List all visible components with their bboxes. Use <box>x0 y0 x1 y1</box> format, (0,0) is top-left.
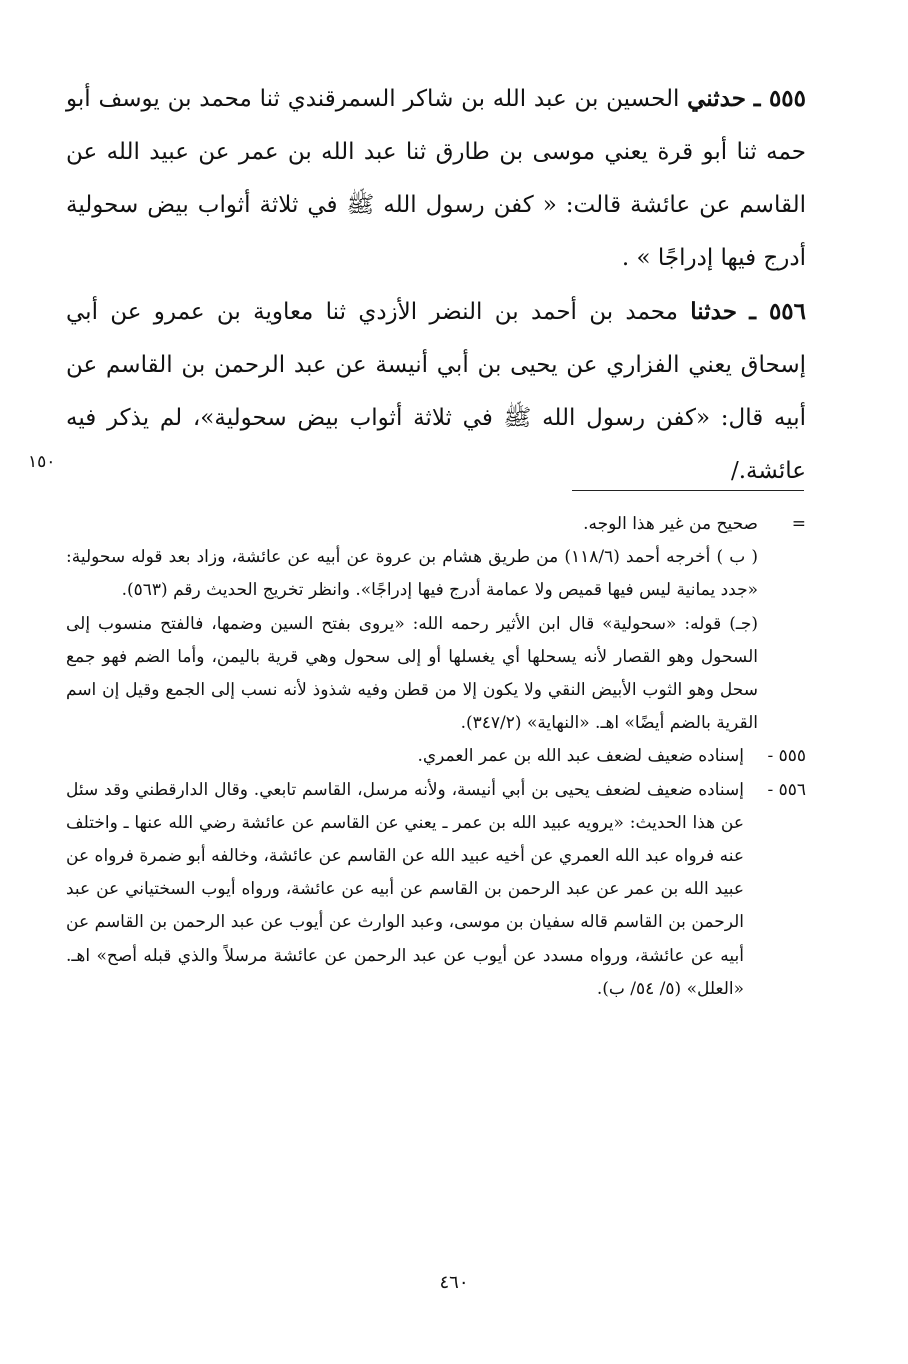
footnote-555-text: إسناده ضعيف لضعف عبد الله بن عمر العمري. <box>417 746 744 767</box>
footnote-continuation-text: صحيح من غير هذا الوجه. <box>583 514 758 534</box>
footnote-continuation-mark: = <box>791 514 806 534</box>
footnote-556-mark: ٥٥٦ - <box>767 779 806 800</box>
hadith-555-keyword: حدثني <box>687 85 746 112</box>
hadith-556-keyword: حدثنا <box>690 298 737 325</box>
footnote-j: (جـ) قوله: «سحولية» قال ابن الأثير رحمه الله: «يروى بفتح السين وضمها، فالفتح منسوب إلى السحول وهو القصار لأنه يسحلها أي يغسلها أو إلى سحول وهي قرية باليمن، وأما الضم فهو جمع سحل وهو الثوب الأبيض النقي ولا يكون إلا من قطن وفيه شذوذ لأنه نسب إلى الجمع وقيل إن اسم القرية بالضم أيضًا» اهـ. «النهاية» (٣٤٧/٢). <box>66 613 758 734</box>
footnotes-block <box>66 508 806 1006</box>
footnote-divider <box>572 490 804 491</box>
footnote-continuation <box>66 508 806 740</box>
page-number: ٤٦٠ <box>439 1272 469 1293</box>
footnote-556-text: إسناده ضعيف لضعف يحيى بن أبي أنيسة، ولأنه مرسل، القاسم تابعي. وقال الدارقطني وقد سئل عن هذا الحديث: «يرويه عبيد الله بن عمر ـ يعني عن القاسم عن عائشة رضي الله عنها ـ واختلف عنه فرواه عبد الله العمري عن أخيه عبيد الله عن القاسم عن عائشة، وخالفه أبو ضمرة فرواه عن عبيد الله بن عمر عن عبد الرحمن بن القاسم عن أبيه عن عائشة، ورواه أيوب السختياني عن عبد الرحمن بن القاسم قاله سفيان بن موسى، وعبد الوارث عن أيوب عن عبد الرحمن بن القاسم عن أبيه عن عائشة، ورواه مسدد عن أيوب عن عبد الرحمن عن عائشة مرسلاً والذي قبله أصح» اهـ. «العلل» (٥/ ٥٤/ ب). <box>66 779 744 999</box>
footnote-b: ( ب ) أخرجه أحمد (١١٨/٦) من طريق هشام بن عروة عن أبيه عن عائشة، وزاد بعد قوله سحولية: «جدد يمانية ليس فيها قميص ولا عمامة أدرج فيها إدراجًا». وانظر تخريج الحديث رقم (٥٦٣). <box>66 547 758 601</box>
hadith-text-block <box>66 72 806 498</box>
hadith-555-text: الحسين بن عبد الله بن شاكر السمرقندي ثنا محمد بن يوسف أبو حمه ثنا أبو قرة يعني موسى بن طارق ثنا عبد الله بن عمر عن عبيد الله عن القاسم عن عائشة قالت: « كفن رسول الله ﷺ في ثلاثة أثواب بيض سحولية أدرج فيها إدراجًا » . <box>66 86 806 271</box>
hadith-556-number: ٥٥٦ ـ <box>749 298 806 325</box>
footnote-555-mark: ٥٥٥ - <box>767 746 806 767</box>
hadith-556 <box>66 285 806 498</box>
footnote-555 <box>66 740 806 773</box>
margin-page-number: ١٥٠ <box>28 452 56 472</box>
footnote-556 <box>66 774 806 1006</box>
hadith-555 <box>66 72 806 285</box>
hadith-555-number: ٥٥٥ ـ <box>753 85 806 112</box>
hadith-556-text: محمد بن أحمد بن النضر الأزدي ثنا معاوية بن عمرو عن أبي إسحاق يعني الفزاري عن يحيى بن أبي أنيسة عن عبد الرحمن بن القاسم عن أبيه قال: «كفن رسول الله ﷺ في ثلاثة أثواب بيض سحولية»، لم يذكر فيه عائشة./ <box>66 299 806 484</box>
